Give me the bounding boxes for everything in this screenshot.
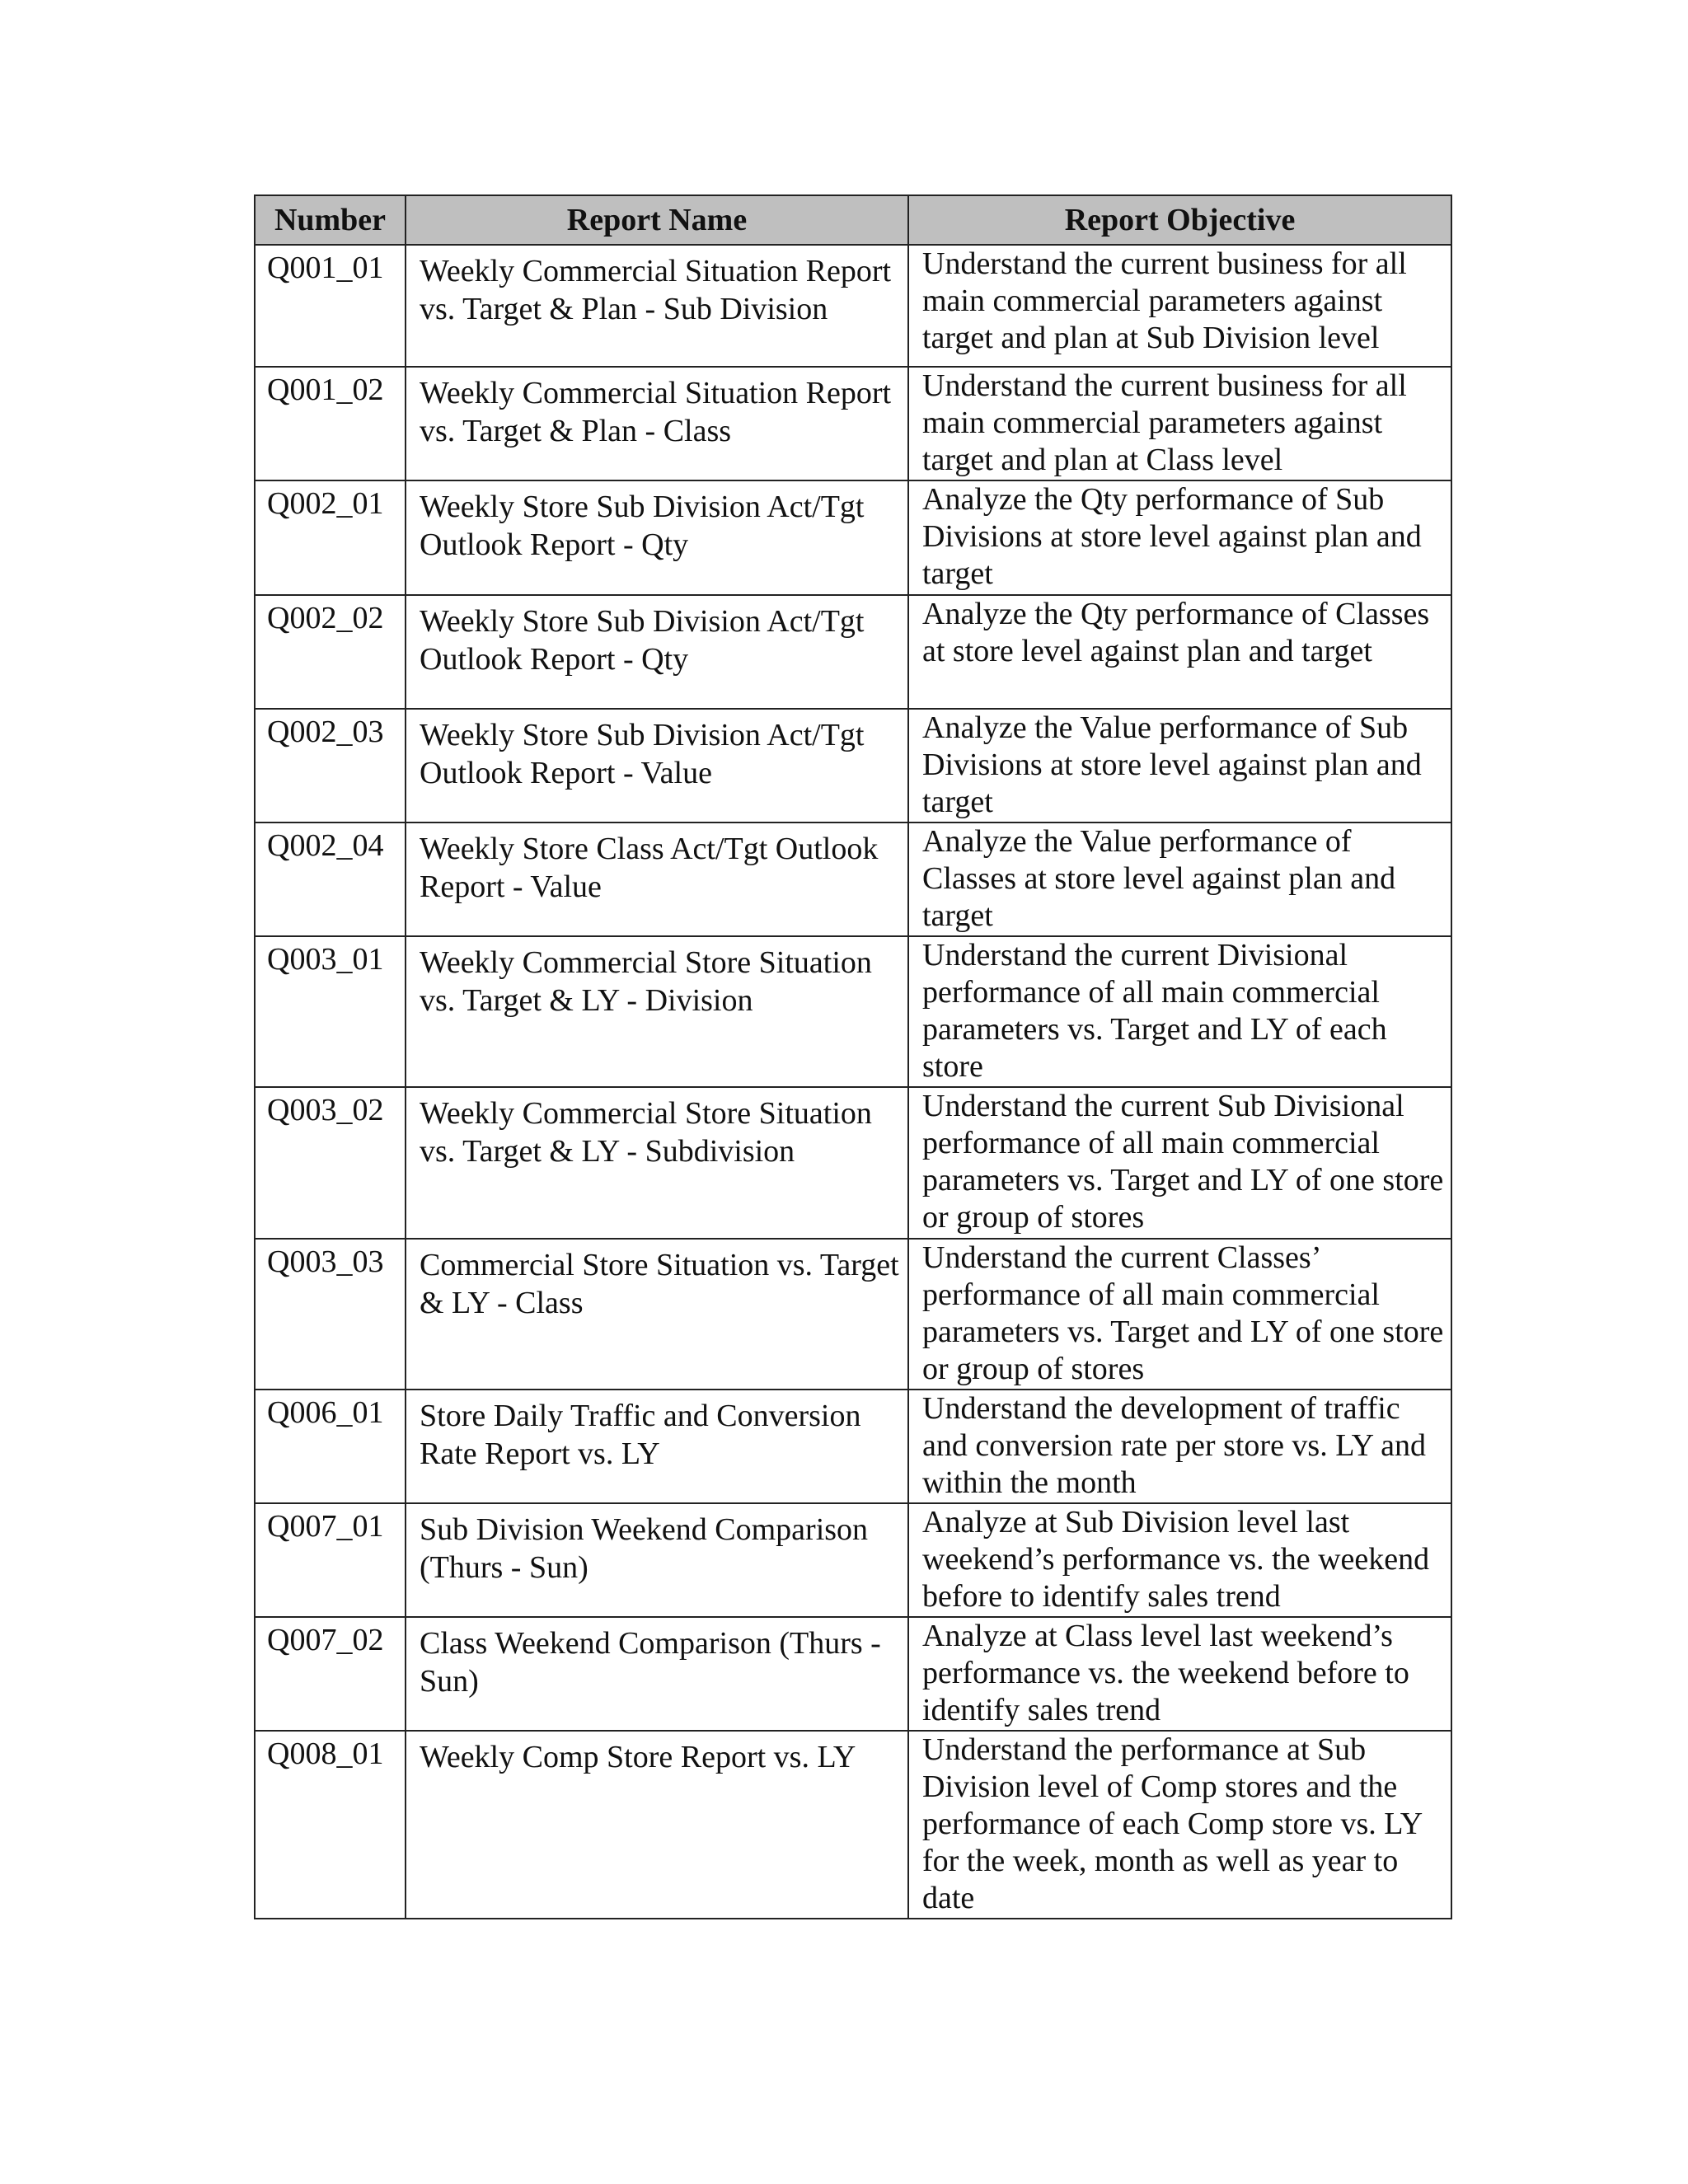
header-row [255,195,1451,245]
report-objective: Analyze the Qty performance of Classes at store level against plan and target [908,595,1451,709]
table-row [255,823,1451,936]
table-row [255,1731,1451,1919]
table-row [255,1087,1451,1239]
report-objective: Analyze the Qty performance of Sub Divisions at store level against plan and target [908,480,1451,595]
report-name: Weekly Commercial Situation Report vs. Target & Plan - Class [406,367,908,480]
table-row [255,709,1451,823]
report-name: Weekly Commercial Store Situation vs. Target & LY - Division [406,936,908,1087]
report-name: Sub Division Weekend Comparison (Thurs - Sun) [406,1503,908,1617]
report-objective: Analyze the Value performance of Sub Divisions at store level against plan and target [908,709,1451,823]
report-number: Q002_01 [255,480,406,595]
header-report-objective: Report Objective [908,195,1451,245]
report-objective: Understand the current Classes’ performance of all main commercial parameters vs. Target and LY of one store or group of stores [908,1239,1451,1390]
report-objective: Analyze the Value performance of Classes at store level against plan and target [908,823,1451,936]
report-number: Q002_03 [255,709,406,823]
report-name: Weekly Commercial Store Situation vs. Target & LY - Subdivision [406,1087,908,1239]
report-objective: Understand the current Divisional performance of all main commercial parameters vs. Target and LY of each store [908,936,1451,1087]
report-number: Q003_02 [255,1087,406,1239]
report-number: Q003_03 [255,1239,406,1390]
report-name: Weekly Store Sub Division Act/Tgt Outlook Report - Qty [406,595,908,709]
table-row [255,936,1451,1087]
header-report-name: Report Name [406,195,908,245]
report-number: Q002_02 [255,595,406,709]
table-row [255,367,1451,480]
table-row [255,1503,1451,1617]
report-objective: Understand the development of traffic and conversion rate per store vs. LY and within the month [908,1390,1451,1503]
table-row [255,1239,1451,1390]
report-name: Class Weekend Comparison (Thurs - Sun) [406,1617,908,1731]
report-objective: Understand the performance at Sub Division level of Comp stores and the performance of each Comp store vs. LY for the week, month as well as year to date [908,1731,1451,1919]
table-row [255,480,1451,595]
header-number: Number [255,195,406,245]
table-row [255,595,1451,709]
report-name: Weekly Store Sub Division Act/Tgt Outlook Report - Value [406,709,908,823]
report-objective: Understand the current Sub Divisional performance of all main commercial parameters vs. Target and LY of one store or group of stores [908,1087,1451,1239]
table-row [255,1390,1451,1503]
table-row [255,245,1451,367]
report-number: Q007_01 [255,1503,406,1617]
report-name: Weekly Comp Store Report vs. LY [406,1731,908,1919]
report-name: Weekly Store Class Act/Tgt Outlook Report - Value [406,823,908,936]
report-number: Q006_01 [255,1390,406,1503]
report-number: Q001_02 [255,367,406,480]
report-name: Weekly Store Sub Division Act/Tgt Outlook Report - Qty [406,480,908,595]
report-number: Q002_04 [255,823,406,936]
report-objective: Analyze at Class level last weekend’s performance vs. the weekend before to identify sales trend [908,1617,1451,1731]
table-row [255,1617,1451,1731]
report-name: Commercial Store Situation vs. Target & LY - Class [406,1239,908,1390]
report-number: Q001_01 [255,245,406,367]
report-objective: Analyze at Sub Division level last weekend’s performance vs. the weekend before to identify sales trend [908,1503,1451,1617]
report-objective: Understand the current business for all main commercial parameters against target and plan at Class level [908,367,1451,480]
report-table [254,194,1452,1919]
report-number: Q007_02 [255,1617,406,1731]
report-name: Weekly Commercial Situation Report vs. Target & Plan - Sub Division [406,245,908,367]
report-number: Q008_01 [255,1731,406,1919]
report-objective: Understand the current business for all main commercial parameters against target and plan at Sub Division level [908,245,1451,367]
report-number: Q003_01 [255,936,406,1087]
report-name: Store Daily Traffic and Conversion Rate Report vs. LY [406,1390,908,1503]
